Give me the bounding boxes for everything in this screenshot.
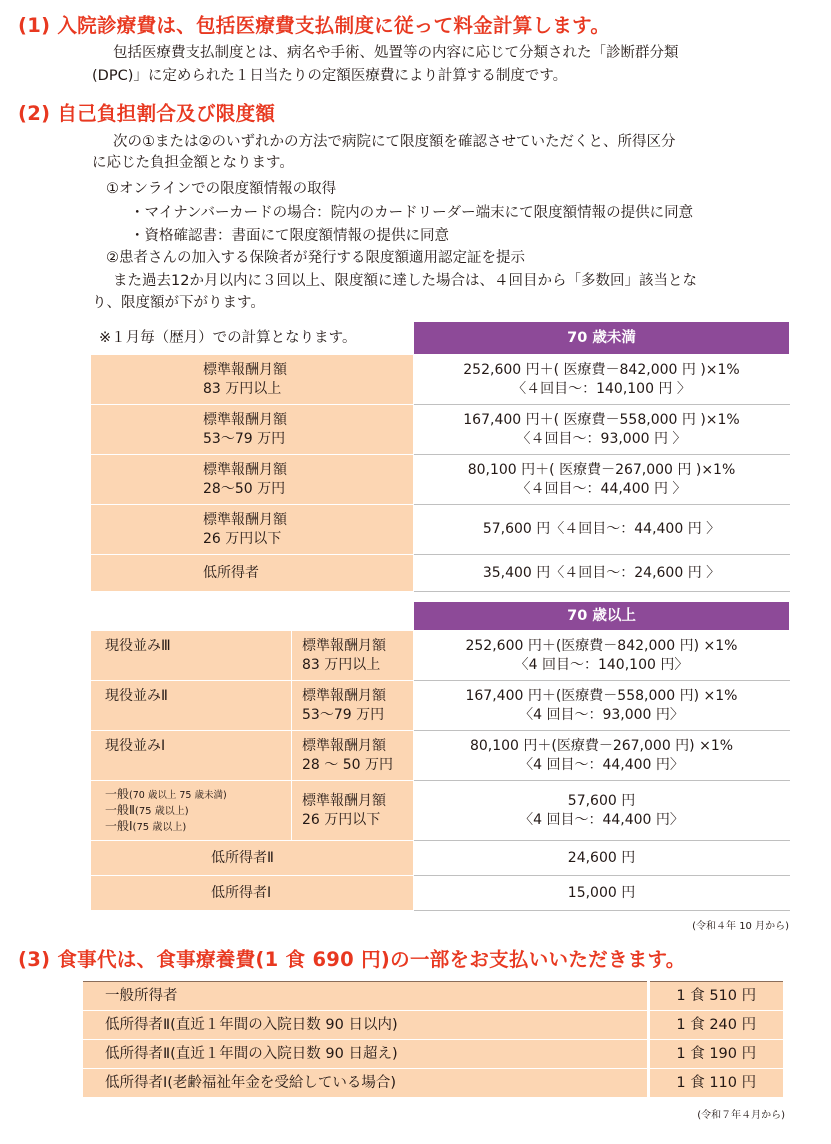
table-row (91, 841, 790, 876)
limit-value: 252,600 円＋(医療費－842,000 円) ×1% 〈4 回目〜：140,100 円〉 (414, 631, 790, 681)
limit-value: 57,600 円 〈4 回目〜：44,400 円〉 (414, 781, 790, 841)
section2-option1-certificate: ・資格確認書：書面にて限度額情報の提供に同意 (130, 228, 449, 244)
income-label: 標準報酬月額 53〜79 万円 (91, 405, 414, 455)
section2-body-line7: また過去12か月以内に３回以上、限度額に達した場合は、４回目から「多数回」該当とな (113, 273, 697, 289)
table-row (83, 1011, 783, 1040)
under70-table (90, 321, 790, 592)
table-row (91, 631, 790, 681)
income-label: 標準報酬月額 26 万円以下 (292, 781, 414, 841)
meal-cost-table (83, 981, 783, 1098)
table-row (91, 731, 790, 781)
table-row (91, 455, 790, 505)
limit-value: 167,400 円＋(医療費－558,000 円) ×1% 〈4 回目〜：93,000 円〉 (414, 681, 790, 731)
meal-price: 1 食 110 円 (648, 1069, 783, 1098)
calc-note: ※１月毎（歴月）での計算となります。 (91, 322, 414, 355)
section2-option2: ②患者さんの加入する保険者が発行する限度額適用認定証を提示 (106, 250, 525, 266)
table-row (83, 1069, 783, 1098)
table-row (83, 1040, 783, 1069)
meal-price: 1 食 190 円 (648, 1040, 783, 1069)
section1-body-line2: (DPC)」に定められた１日当たりの定額医療費により計算する制度です。 (92, 68, 568, 84)
section2-option1-mynumber: ・マイナンバーカードの場合：院内のカードリーダー端末にて限度額情報の提供に同意 (130, 205, 694, 221)
table-row (91, 781, 790, 841)
table-row (91, 355, 790, 405)
limit-value: 167,400 円＋( 医療費－558,000 円 )×1% 〈４回目〜：93,000 円 〉 (414, 405, 790, 455)
meal-income-label: 低所得者Ⅱ(直近１年間の入院日数 90 日超え) (83, 1040, 648, 1069)
meal-income-label: 一般所得者 (83, 982, 648, 1011)
category-label: 現役並みⅡ (91, 681, 292, 731)
income-label: 標準報酬月額 83 万円以上 (91, 355, 414, 405)
limit-value: 80,100 円＋( 医療費－267,000 円 )×1% 〈４回目〜：44,400 円 〉 (414, 455, 790, 505)
section1-body-line1: 包括医療費支払制度とは、病名や手術、処置等の内容に応じて分類された「診断群分類 (113, 45, 679, 61)
over70-footnote: (令和４年 10 月から) (692, 921, 789, 932)
meal-footnote: (令和７年４月から) (697, 1110, 785, 1121)
limit-value: 15,000 円 (414, 876, 790, 911)
meal-income-label: 低所得者Ⅱ(直近１年間の入院日数 90 日以内) (83, 1011, 648, 1040)
section2-body-line8: り、限度額が下がります。 (92, 295, 265, 311)
limit-value: 24,600 円 (414, 841, 790, 876)
income-label: 標準報酬月額 53〜79 万円 (292, 681, 414, 731)
category-label: 現役並みⅠ (91, 731, 292, 781)
meal-price: 1 食 510 円 (648, 982, 783, 1011)
section2-title: (2) 自己負担割合及び限度額 (18, 102, 276, 125)
table-row (91, 876, 790, 911)
table-row (91, 555, 790, 592)
section1-title: (1) 入院診療費は、包括医療費支払制度に従って料金計算します。 (18, 14, 611, 37)
table-row (83, 982, 783, 1011)
category-label: 一般(70 歳以上 75 歳未満) 一般Ⅱ(75 歳以上) 一般Ⅰ(75 歳以上) (91, 781, 292, 841)
category-label: 低所得者Ⅰ (91, 876, 414, 911)
section2-body-line2: に応じた負担金額となります。 (92, 155, 294, 171)
income-label: 標準報酬月額 28 〜 50 万円 (292, 731, 414, 781)
limit-value: 35,400 円〈４回目〜：24,600 円 〉 (414, 555, 790, 592)
section2-body-line1: 次の①または②のいずれかの方法で病院にて限度額を確認させていただくと、所得区分 (113, 134, 676, 150)
under70-header: 70 歳未満 (414, 322, 790, 355)
limit-value: 252,600 円＋( 医療費－842,000 円 )×1% 〈４回目〜：140,100 円 〉 (414, 355, 790, 405)
income-label: 標準報酬月額 28〜50 万円 (91, 455, 414, 505)
over70-header: 70 歳以上 (414, 602, 790, 631)
income-label: 標準報酬月額 26 万円以下 (91, 505, 414, 555)
meal-income-label: 低所得者Ⅰ(老齢福祉年金を受給している場合) (83, 1069, 648, 1098)
section3-title: (3) 食事代は、食事療養費(1 食 690 円)の一部をお支払いいただきます。 (18, 948, 686, 971)
meal-price: 1 食 240 円 (648, 1011, 783, 1040)
table-row (91, 505, 790, 555)
section2-option1: ①オンラインでの限度額情報の取得 (106, 181, 337, 197)
limit-value: 80,100 円＋(医療費－267,000 円) ×1% 〈4 回目〜：44,400 円〉 (414, 731, 790, 781)
table-row (91, 681, 790, 731)
over70-table (90, 601, 790, 911)
category-label: 現役並みⅢ (91, 631, 292, 681)
income-label: 低所得者 (91, 555, 414, 592)
category-label: 低所得者Ⅱ (91, 841, 414, 876)
table-row (91, 405, 790, 455)
income-label: 標準報酬月額 83 万円以上 (292, 631, 414, 681)
limit-value: 57,600 円〈４回目〜：44,400 円 〉 (414, 505, 790, 555)
